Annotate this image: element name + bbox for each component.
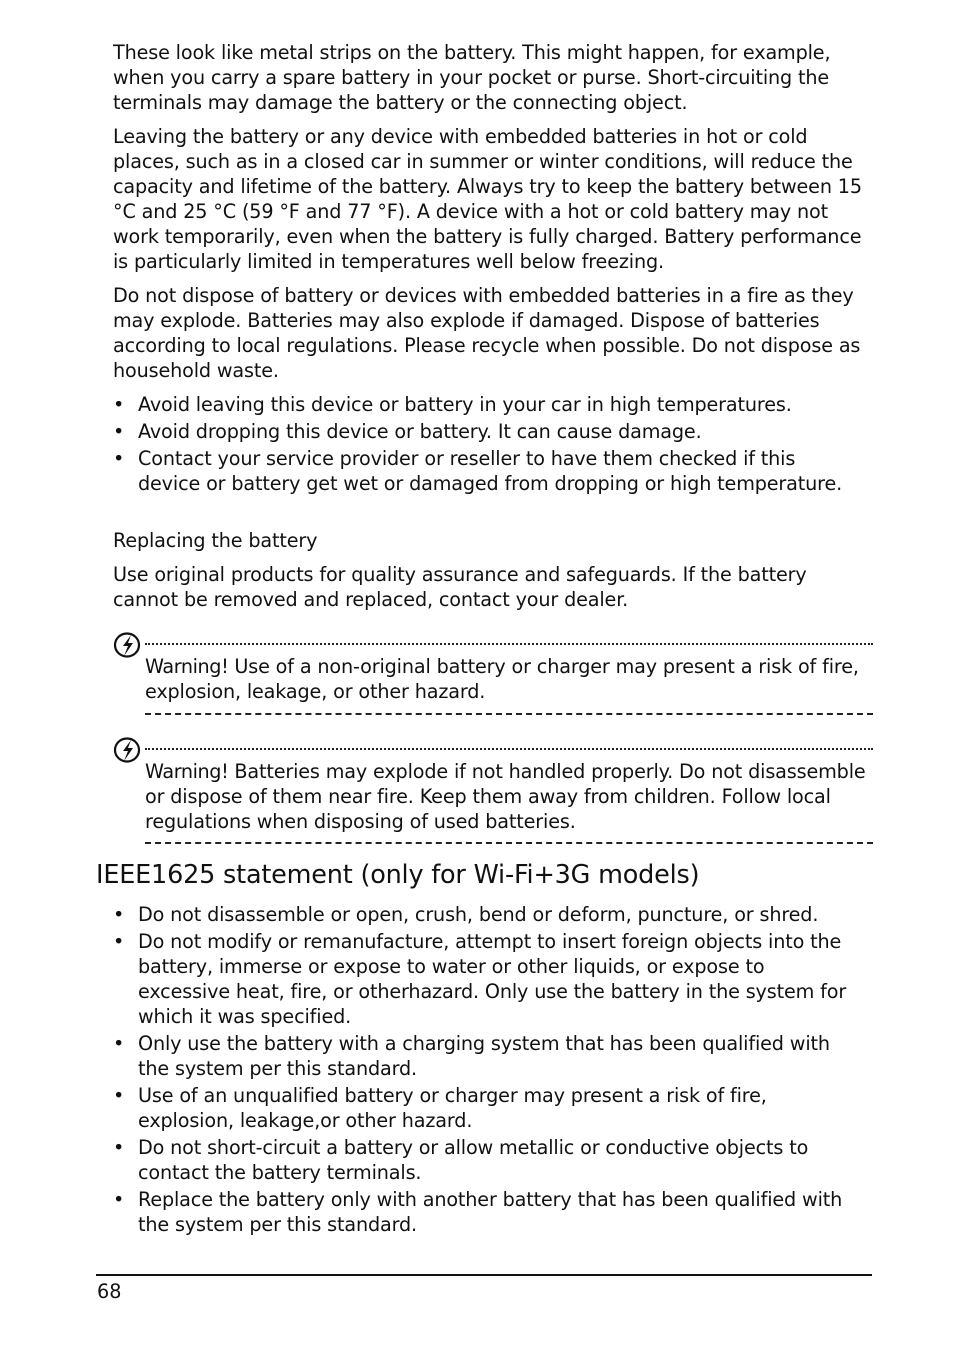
- warning-text: Warning! Batteries may explode if not handled properly. Do not disassemble or dispose of them near fire. Keep them away from children. Follow local regulations when disposing of used batteries.: [145, 760, 866, 833]
- bullet-marker: •: [113, 393, 125, 416]
- warning-label: Warning!: [145, 655, 229, 678]
- page-number: 68: [97, 1280, 122, 1303]
- warning-bolt-icon: [113, 630, 143, 660]
- paragraph-short-circuit: These look like metal strips on the battery. This might happen, for example, when you carry a spare battery in your pocket or purse. Short-circuiting the terminals may damage the battery or the connecting object.: [113, 41, 831, 114]
- divider-dashed: [145, 713, 873, 715]
- footer-rule: [96, 1274, 872, 1276]
- list-item: • Do not modify or remanufacture, attempt to insert foreign objects into the battery, immerse or expose to water or other liquids, or expose to excessive heat, fire, or otherhazard. Only use the battery in the system for which it was specified.: [113, 930, 847, 1028]
- divider-dashed: [145, 842, 873, 844]
- warning-bolt-icon: [113, 735, 143, 765]
- bullet-marker: •: [113, 903, 125, 926]
- paragraph-disposal: Do not dispose of battery or devices with embedded batteries in a fire as they may explode. Batteries may also explode if damaged. Dispose of batteries according to local regulations. Please recycle when possible. Do not dispose as household waste.: [113, 284, 861, 382]
- divider-dotted: [145, 643, 873, 645]
- paragraph-temperature: Leaving the battery or any device with embedded batteries in hot or cold places, such as in a closed car in summer or winter conditions, will reduce the capacity and lifetime of the battery. Always try to keep the battery between 15 °C and 25 °C (59 °F and 77 °F). A device with a hot or cold battery may not work temporarily, even when the battery is fully charged. Battery performance is particularly limited in temperatures well below freezing.: [113, 125, 862, 273]
- bullet-marker: •: [113, 420, 125, 443]
- bullet-list-battery-care: [113, 392, 853, 498]
- list-item: • Use of an unqualified battery or charger may present a risk of fire, explosion, leakage,or other hazard.: [113, 1084, 767, 1132]
- list-item: • Do not short-circuit a battery or allow metallic or conductive objects to contact the battery terminals.: [113, 1136, 809, 1184]
- bullet-marker: •: [113, 1136, 125, 1159]
- warning-box-1: [113, 630, 873, 718]
- warning-label: Warning!: [145, 760, 229, 783]
- section-heading-ieee1625: IEEE1625 statement (only for Wi-Fi+3G models): [96, 860, 700, 890]
- replacing-heading: Replacing the battery: [113, 529, 318, 552]
- list-item: • Avoid dropping this device or battery. It can cause damage.: [113, 420, 702, 443]
- list-item: • Avoid leaving this device or battery in your car in high temperatures.: [113, 393, 792, 416]
- bullet-list-ieee1625: [113, 902, 853, 1239]
- list-item: • Replace the battery only with another battery that has been qualified with the system per this standard.: [113, 1188, 843, 1236]
- bullet-marker: •: [113, 1084, 125, 1107]
- list-item: • Contact your service provider or reseller to have them checked if this device or battery get wet or damaged from dropping or high temperature.: [113, 447, 843, 495]
- bullet-marker: •: [113, 930, 125, 953]
- warning-box-2: [113, 735, 873, 847]
- warning-text: Warning! Use of a non-original battery or charger may present a risk of fire, explosion, leakage, or other hazard.: [145, 655, 859, 703]
- list-item: • Only use the battery with a charging system that has been qualified with the system per this standard.: [113, 1032, 830, 1080]
- bullet-marker: •: [113, 1188, 125, 1211]
- replacing-body: Use original products for quality assurance and safeguards. If the battery cannot be removed and replaced, contact your dealer.: [113, 563, 807, 611]
- list-item: • Do not disassemble or open, crush, bend or deform, puncture, or shred.: [113, 903, 819, 926]
- divider-dotted: [145, 748, 873, 750]
- bullet-marker: •: [113, 1032, 125, 1055]
- bullet-marker: •: [113, 447, 125, 470]
